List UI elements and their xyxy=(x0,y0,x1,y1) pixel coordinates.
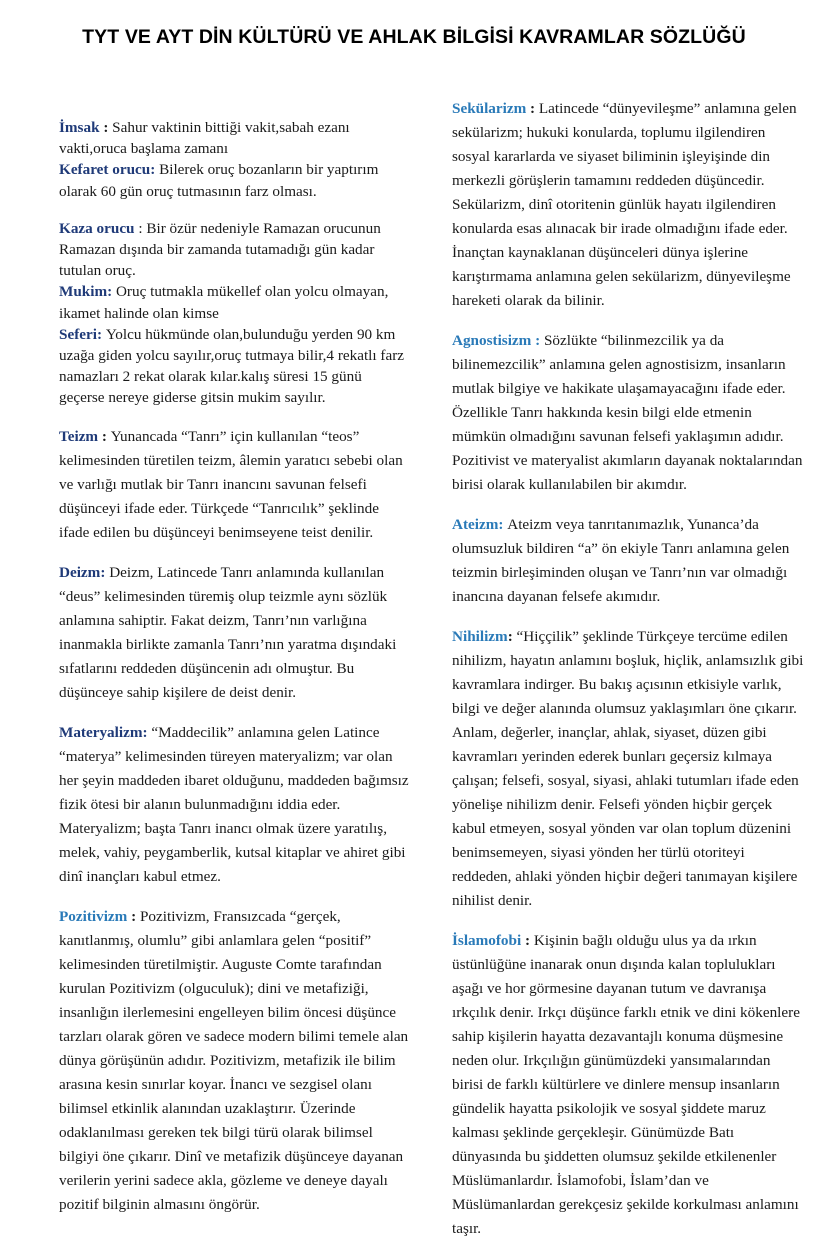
spacer xyxy=(59,705,411,721)
term-separator: : xyxy=(98,427,111,445)
term-definition: Yunancada “Tanrı” için kullanılan “teos” kelimesinden türetilen teizm, âlemin yaratıcı sebebi olan ve varlığı mutlak bir Tanrı inancını savunan felsefi düşünceyi ifade eder. Türkçede “Tanrıcılık” şeklinde ifade edilen bu düşünceyi benimseyene teist denilir. xyxy=(59,427,403,541)
term-definition: Bir özür nedeniyle Ramazan orucunun Ramazan dışında bir zamanda tutamadığı gün kadar tutulan oruç. xyxy=(59,219,381,280)
term-definition: Oruç tutmakla mükellef olan yolcu olmayan, ikamet halinde olan kimse xyxy=(59,283,389,322)
spacer xyxy=(452,913,804,929)
term-label: Teizm xyxy=(59,427,99,445)
term-separator: : xyxy=(127,907,140,925)
term-definition: Bilerek oruç bozanların bir yaptırım olarak 60 gün oruç tutmasının farz olması. xyxy=(59,161,379,200)
spacer xyxy=(59,545,411,561)
entry-sekularizm xyxy=(452,97,804,313)
term-definition: “Maddecilik” anlamına gelen Latince “materya” kelimesinden türeyen materyalizm; var olan her şeyin maddeden ibaret olduğunu, maddeden bağımsız fizik ötesi bir alanın bulunmadığını iddia eder. Materyalizm; başta Tanrı inancı olmak üzere yaratılış, melek, vahiy, peygamberlik, kutsal kitaplar ve ahiret gibi dinî inançları kabul etmez. xyxy=(59,723,409,885)
term-separator: : xyxy=(526,100,539,117)
entry-mukim xyxy=(59,281,411,323)
term-label: Ateizm: xyxy=(452,516,504,533)
term-definition: Sözlükte “bilinmezcilik ya da bilinemezcilik” anlamına gelen agnostisizm, insanların mutlak bilgiye ve hakikate ulaşamayacağını ifade eder. Özellikle Tanrı hakkında kesin bilgi elde etmenin mümkün olmadığını savunan felsefi yaklaşımın adıdır. Pozitivist ve materyalist akımların dayanak noktalarından birisi olarak kullanılabilen bir akımdır. xyxy=(452,332,803,493)
spacer xyxy=(59,889,411,905)
term-definition: Deizm, Latincede Tanrı anlamında kullanılan “deus” kelimesinden türemiş olup teizmle aynı sözlük anlamına sahiptir. Fakat deizm, Tanrı’nın varlığına inanmakla birlikte zamanla Tanrı’nın yaratma dışındaki sıfatlarını reddeden düşüncenin adı olmuştur. Bu düşünceye sahip kişilere de deist denir. xyxy=(59,563,397,701)
entry-pozitivizm xyxy=(59,905,411,1217)
entry-seferi xyxy=(59,324,411,409)
term-definition: Yolcu hükmünde olan,bulunduğu yerden 90 km uzağa giden yolcu sayılır,oruç tutmaya bilir,4 rekatlı farz namazları 2 rekat olarak kılar.kalış süresi 15 günü geçerse nereye giderse gitsin mukim sayılır. xyxy=(59,325,405,407)
term-label: Sekülarizm xyxy=(452,100,527,117)
term-definition: “Hiççilik” şeklinde Türkçeye tercüme edilen nihilizm, hayatın anlamını boşluk, hiçlik, anlamsızlık gibi kavramlara indirger. Bu bakış açısının etkisiyle varlık, bilgi ve değer alanında olumsuz yaklaşımları öne çıkarır. Anlam, değerler, inançlar, ahlak, siyaset, düzen gibi kavramları yerinden ederek bunları geçersiz kılmaya çalışan; felsefi, sosyal, siyasi, ahlaki tutumları ifade eden yönelişe nihilizm denir. Felsefi yönden hiçbir gerçek kabul etmeyen, sosyal yönden var olan toplum düzenini benimsemeyen, siyasi yönden her türlü otoriteyi reddeden, ahlaki yönden hiçbir değeri tanımayan kişilere nihilist denir. xyxy=(452,628,804,909)
entry-imsak xyxy=(59,117,411,159)
term-label: Kefaret orucu: xyxy=(59,161,156,179)
entry-deizm xyxy=(59,561,411,705)
term-label: Seferi: xyxy=(59,325,103,343)
entry-nihilizm xyxy=(452,625,804,913)
entry-islamofobi xyxy=(452,929,804,1241)
page-title: TYT VE AYT DİN KÜLTÜRÜ VE AHLAK BİLGİSİ KAVRAMLAR SÖZLÜĞÜ xyxy=(82,26,746,48)
term-separator: : xyxy=(134,219,147,237)
spacer xyxy=(452,313,804,329)
entry-ateizm xyxy=(452,513,804,609)
entry-materyalizm xyxy=(59,721,411,889)
left-column xyxy=(59,117,411,1217)
spacer xyxy=(59,202,411,218)
term-separator: : xyxy=(99,119,113,136)
spacer xyxy=(452,497,804,513)
term-label: Agnostisizm : xyxy=(452,332,541,349)
term-label: Deizm: xyxy=(59,563,106,581)
term-definition: Pozitivizm, Fransızcada “gerçek, kanıtlanmış, olumlu” gibi anlamlara gelen “positif” kelimesinden türetilmiştir. Auguste Comte tarafından kurulan Pozitivizm (olguculuk); dini ve metafiziği, insanlığın ilerlemesini engelleyen bilim öncesi düşünce tarzları olarak gören ve sadece modern bilimi temele alan dünya görüşünün adıdır. Pozitivizm, metafizik ile bilim arasına kesin sınırlar koyar. İnancı ve sezgisel olanı bilimsel etkinlik alanından uzaklaştırır. Üzerinde odaklanılması gereken tek bilgi türü olarak bilimsel bilgiyi öne çıkarır. Dinî ve metafizik düşünceye dayanan verilerin yerini sadece akla, gözleme ve deneye dayalı pozitif bilginin almasını öngörür. xyxy=(59,907,409,1213)
spacer xyxy=(452,609,804,625)
term-definition: Kişinin bağlı olduğu ulus ya da ırkın üstünlüğüne inanarak onun dışında kalan toplulukları aşağı ve hor görmesine dayanan tutum ve davranışa ırkçılık denir. Irkçı düşünce farklı etnik ve dini kökenlere sahip kişilerin hayatta dezavantajlı konuma düşmesine neden olur. Irkçılığın günümüzdeki yansımalarından birisi de farklı kültürlere ve dinlere mensup insanların gündelik hayatta psikolojik ve sosyal şiddete maruz kalması şeklinde gerçekleşir. Günümüzde Batı dünyasında bu şiddetten olumsuz şekilde etkilenenler Müslümanlardır. İslamofobi, İslam’dan ve Müslümanlardan gerekçesiz şekilde korkulması anlamını taşır. xyxy=(452,932,800,1237)
term-label: Kaza orucu xyxy=(59,219,135,237)
entry-agnostisizm xyxy=(452,329,804,497)
term-label: İmsak xyxy=(59,119,100,136)
term-label: Nihilizm xyxy=(452,628,508,645)
term-definition: Sahur vaktinin bittiği vakit,sabah ezanı vakti,oruca başlama zamanı xyxy=(59,119,350,158)
spacer xyxy=(59,409,411,425)
term-definition: Ateizm veya tanrıtanımazlık, Yunanca’da olumsuzluk bildiren “a” ön ekiyle Tanrı anlamına gelen teizmin birleşiminden oluşan ve Tanrı’nın var olmadığı inancına dayanan felsefe akımıdır. xyxy=(452,516,790,605)
term-label: Materyalizm: xyxy=(59,723,148,741)
term-label: İslamofobi xyxy=(452,932,522,949)
term-label: Mukim: xyxy=(59,283,113,301)
term-separator: : xyxy=(521,932,534,949)
right-column xyxy=(452,97,804,1241)
term-label: Pozitivizm xyxy=(59,907,128,925)
term-definition: Latincede “dünyevileşme” anlamına gelen sekülarizm; hukuki konularda, toplumu ilgilendiren sosyal kararlarda ve siyaset biliminin işleyişinde din merkezli görüşlerin tamamını reddeden düşüncedir. Sekülarizm, dinî otoritenin günlük hayatı ilgilendiren konularda esas alınacak bir irade olmadığını ifade eder. İnançtan kaynaklanan düşünceleri dünya işlerine karıştırmama anlamına gelen sekülarizm, dünyevileşme hareketi olarak da bilinir. xyxy=(452,100,797,309)
term-separator: : xyxy=(507,628,517,645)
entry-kefaret-orucu xyxy=(59,159,411,201)
entry-kaza-orucu xyxy=(59,218,411,282)
entry-teizm xyxy=(59,425,411,545)
